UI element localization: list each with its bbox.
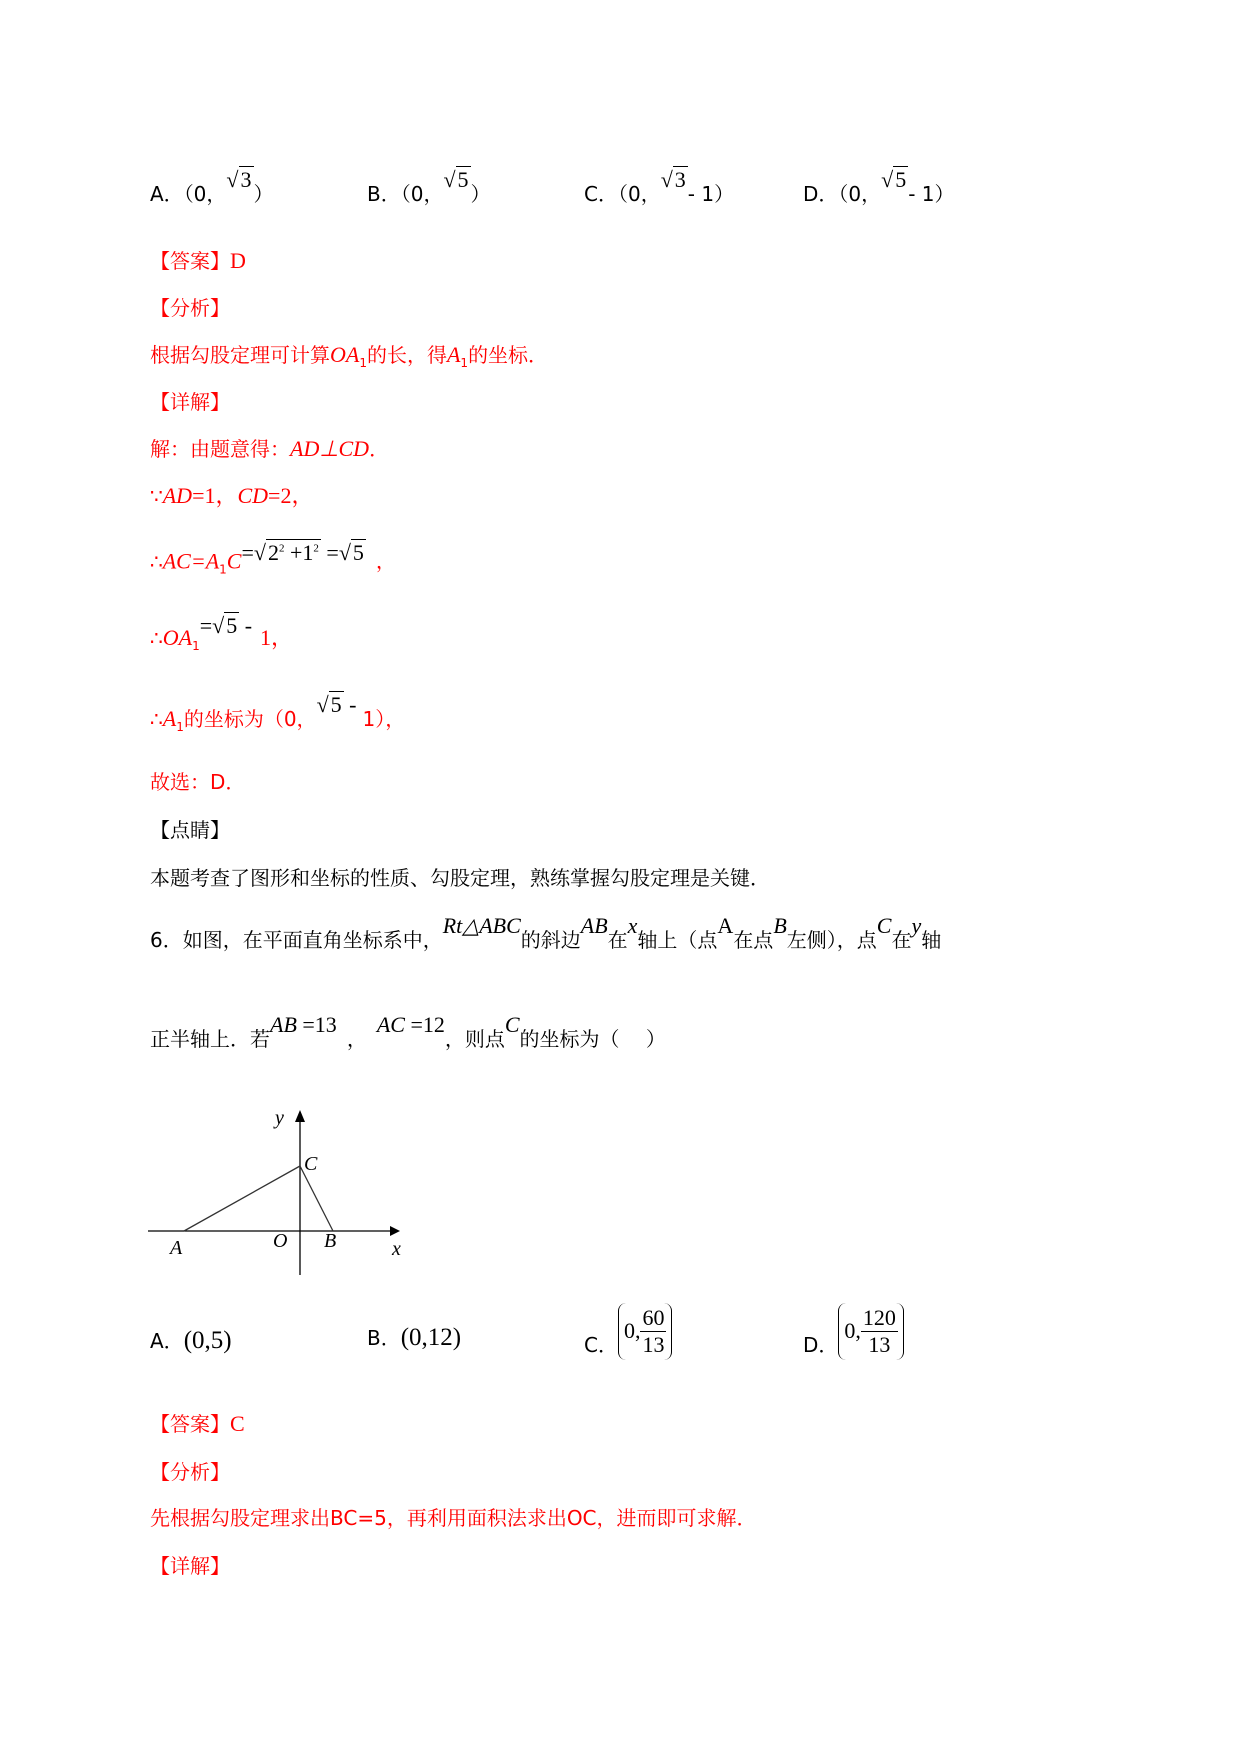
- label-c: C: [304, 1153, 318, 1175]
- math: A: [717, 913, 734, 938]
- q6-answer: [150, 1412, 245, 1436]
- q6-detail-tag: 【详解】: [150, 1554, 230, 1578]
- text: 的斜边: [520, 928, 581, 952]
- math: C: [504, 1012, 520, 1037]
- math: CD: [237, 483, 269, 508]
- text: ．: [369, 437, 390, 461]
- math: =13: [296, 1012, 337, 1037]
- option-text: ）: [470, 182, 491, 206]
- text: ∴: [150, 549, 163, 574]
- text: ，: [375, 549, 396, 574]
- q5-comment: 本题考查了图形和坐标的性质、勾股定理，熟练掌握勾股定理是关键．: [150, 866, 770, 890]
- text: 在: [891, 928, 912, 952]
- math: =12: [404, 1012, 445, 1037]
- q6-analysis: 先根据勾股定理求出BC=5，再利用面积法求出OC，进而即可求解．: [150, 1506, 757, 1530]
- math: A: [446, 342, 461, 367]
- subscript: 1: [176, 720, 184, 734]
- option-label: A．: [150, 182, 184, 206]
- math: AD: [162, 483, 193, 508]
- text: 左侧），点: [786, 928, 877, 952]
- math: AB: [270, 1012, 297, 1037]
- text: 的坐标．: [468, 343, 549, 367]
- q5-step-3: $\therefore AC=A_1C=√2^2 +1^2 =√5$ ，: [150, 540, 396, 577]
- q6-option-c: [584, 1296, 672, 1366]
- label-y: y: [275, 1107, 284, 1129]
- label-a: A: [170, 1237, 183, 1259]
- q5-option-a: A．（0，√3）: [150, 167, 274, 206]
- math: OA: [162, 625, 193, 650]
- sqrt-radicand: 2: [267, 540, 279, 566]
- text: =2，: [268, 483, 314, 508]
- q5-analysis: [150, 343, 548, 375]
- y-axis-arrow-icon: [295, 1110, 305, 1122]
- q5-option-d: D．（0，√5- 1）: [803, 167, 955, 206]
- denominator: 13: [868, 1331, 891, 1357]
- math: A: [162, 706, 177, 731]
- answer-tag: 【答案】: [150, 249, 230, 273]
- text: 根据勾股定理可计算: [150, 343, 330, 367]
- math: OA: [330, 342, 360, 367]
- text: 的坐标为（ ）: [519, 1027, 666, 1051]
- q6-option-d: [803, 1296, 904, 1366]
- numerator: 60: [642, 1304, 665, 1330]
- q6-figure: [140, 1100, 420, 1280]
- option-label: D．: [803, 1332, 839, 1357]
- math: C: [876, 913, 892, 938]
- option-text: （0，: [617, 182, 661, 206]
- text: 在点: [733, 928, 774, 952]
- segment-ac: [184, 1166, 300, 1231]
- sqrt-radicand: 5: [352, 540, 364, 566]
- text: ∴: [150, 707, 163, 731]
- exponent: 2: [278, 543, 285, 555]
- answer-value: C: [230, 1411, 245, 1436]
- q6-analysis-tag: 【分析】: [150, 1460, 230, 1484]
- label-o: O: [273, 1230, 288, 1252]
- text: -: [239, 613, 253, 638]
- q6-option-a: [150, 1325, 232, 1355]
- q5-step-1: [150, 437, 389, 461]
- answer-tag: 【答案】: [150, 1412, 230, 1436]
- text: 1），: [362, 707, 406, 731]
- q5-comment-tag: 【点睛】: [150, 818, 230, 842]
- math: AD⊥CD: [290, 436, 370, 461]
- option-text: （0，: [400, 182, 444, 206]
- text: 的长，得: [366, 343, 447, 367]
- text: =: [320, 540, 339, 566]
- q5-step-2: [150, 484, 313, 508]
- option-label: C．: [584, 1332, 618, 1357]
- q6-option-b: [367, 1322, 461, 1352]
- text: ，: [346, 1027, 367, 1051]
- option-label: A．: [150, 1329, 184, 1353]
- math: C: [226, 548, 242, 574]
- q5-option-b: B．（0，√5）: [367, 167, 491, 206]
- math: AC=A: [162, 548, 220, 574]
- option-text: - 1）: [908, 182, 955, 206]
- subscript: 1: [219, 562, 227, 577]
- q6-stem-line-2: [150, 1012, 666, 1051]
- text: 轴: [921, 928, 942, 952]
- sqrt-radicand: 5: [895, 167, 907, 192]
- text: 1，: [260, 625, 294, 650]
- math: Rt△ABC: [442, 913, 521, 938]
- text: 0,: [623, 1318, 641, 1343]
- option-text: ）: [253, 182, 274, 206]
- numerator: 120: [862, 1304, 896, 1330]
- q5-step-5: $\therefore A_1$的坐标为（0，√5 -1），: [150, 692, 406, 734]
- text: 轴上（点: [637, 928, 718, 952]
- option-label: B．: [367, 1326, 401, 1350]
- q6-stem-line-1: [150, 913, 942, 952]
- option-text: （0，: [838, 182, 882, 206]
- text: ，则点: [444, 1027, 505, 1051]
- text: ∵: [150, 484, 163, 508]
- exponent: 2: [313, 543, 319, 555]
- denominator: 13: [642, 1331, 665, 1357]
- q5-analysis-tag: 【分析】: [150, 296, 230, 320]
- subscript: 1: [359, 356, 367, 370]
- text: 在: [607, 928, 628, 952]
- sqrt-radicand: 3: [240, 167, 252, 192]
- math: x: [627, 913, 638, 938]
- label-b: B: [324, 1230, 337, 1252]
- math: AB: [580, 913, 608, 938]
- sqrt-radicand: 5: [226, 613, 238, 638]
- answer-value: D: [230, 248, 246, 273]
- math: AC: [376, 1012, 405, 1037]
- q5-answer: [150, 249, 246, 273]
- text: 0,: [844, 1318, 861, 1343]
- text: =1，: [192, 483, 238, 508]
- subscript: 1: [460, 356, 469, 370]
- option-value: (0,5): [183, 1327, 232, 1354]
- math: B: [773, 913, 787, 938]
- subscript: 1: [192, 639, 200, 653]
- label-x: x: [392, 1238, 401, 1260]
- text: -: [343, 692, 357, 717]
- text: 解：由题意得：: [150, 437, 290, 461]
- option-text: - 1）: [687, 182, 735, 206]
- option-label: C．: [584, 182, 618, 206]
- q5-conclusion: 故选：D．: [150, 770, 246, 794]
- x-axis-arrow-icon: [390, 1226, 400, 1236]
- text: 正半轴上．若: [150, 1027, 270, 1051]
- q5-option-c: C．（0，√3- 1）: [584, 167, 735, 206]
- math: y: [911, 913, 922, 938]
- q5-detail-tag: 【详解】: [150, 390, 230, 414]
- q5-step-4: $\therefore OA_1=√5 - 1$，: [150, 613, 294, 653]
- option-text: （0，: [183, 182, 227, 206]
- text: 的坐标为（0，: [183, 707, 317, 731]
- text: 6．如图，在平面直角坐标系中，: [150, 928, 443, 952]
- text: +1: [284, 540, 314, 566]
- sqrt-radicand: 5: [457, 167, 469, 192]
- segment-bc: [300, 1166, 333, 1231]
- text: =: [199, 613, 213, 638]
- text: ∴: [150, 626, 163, 650]
- option-value: (0,12): [400, 1324, 462, 1351]
- option-label: D．: [803, 182, 839, 206]
- sqrt-radicand: 3: [674, 167, 686, 192]
- option-label: B．: [367, 182, 401, 206]
- sqrt-radicand: 5: [330, 692, 342, 717]
- text: =: [241, 540, 254, 566]
